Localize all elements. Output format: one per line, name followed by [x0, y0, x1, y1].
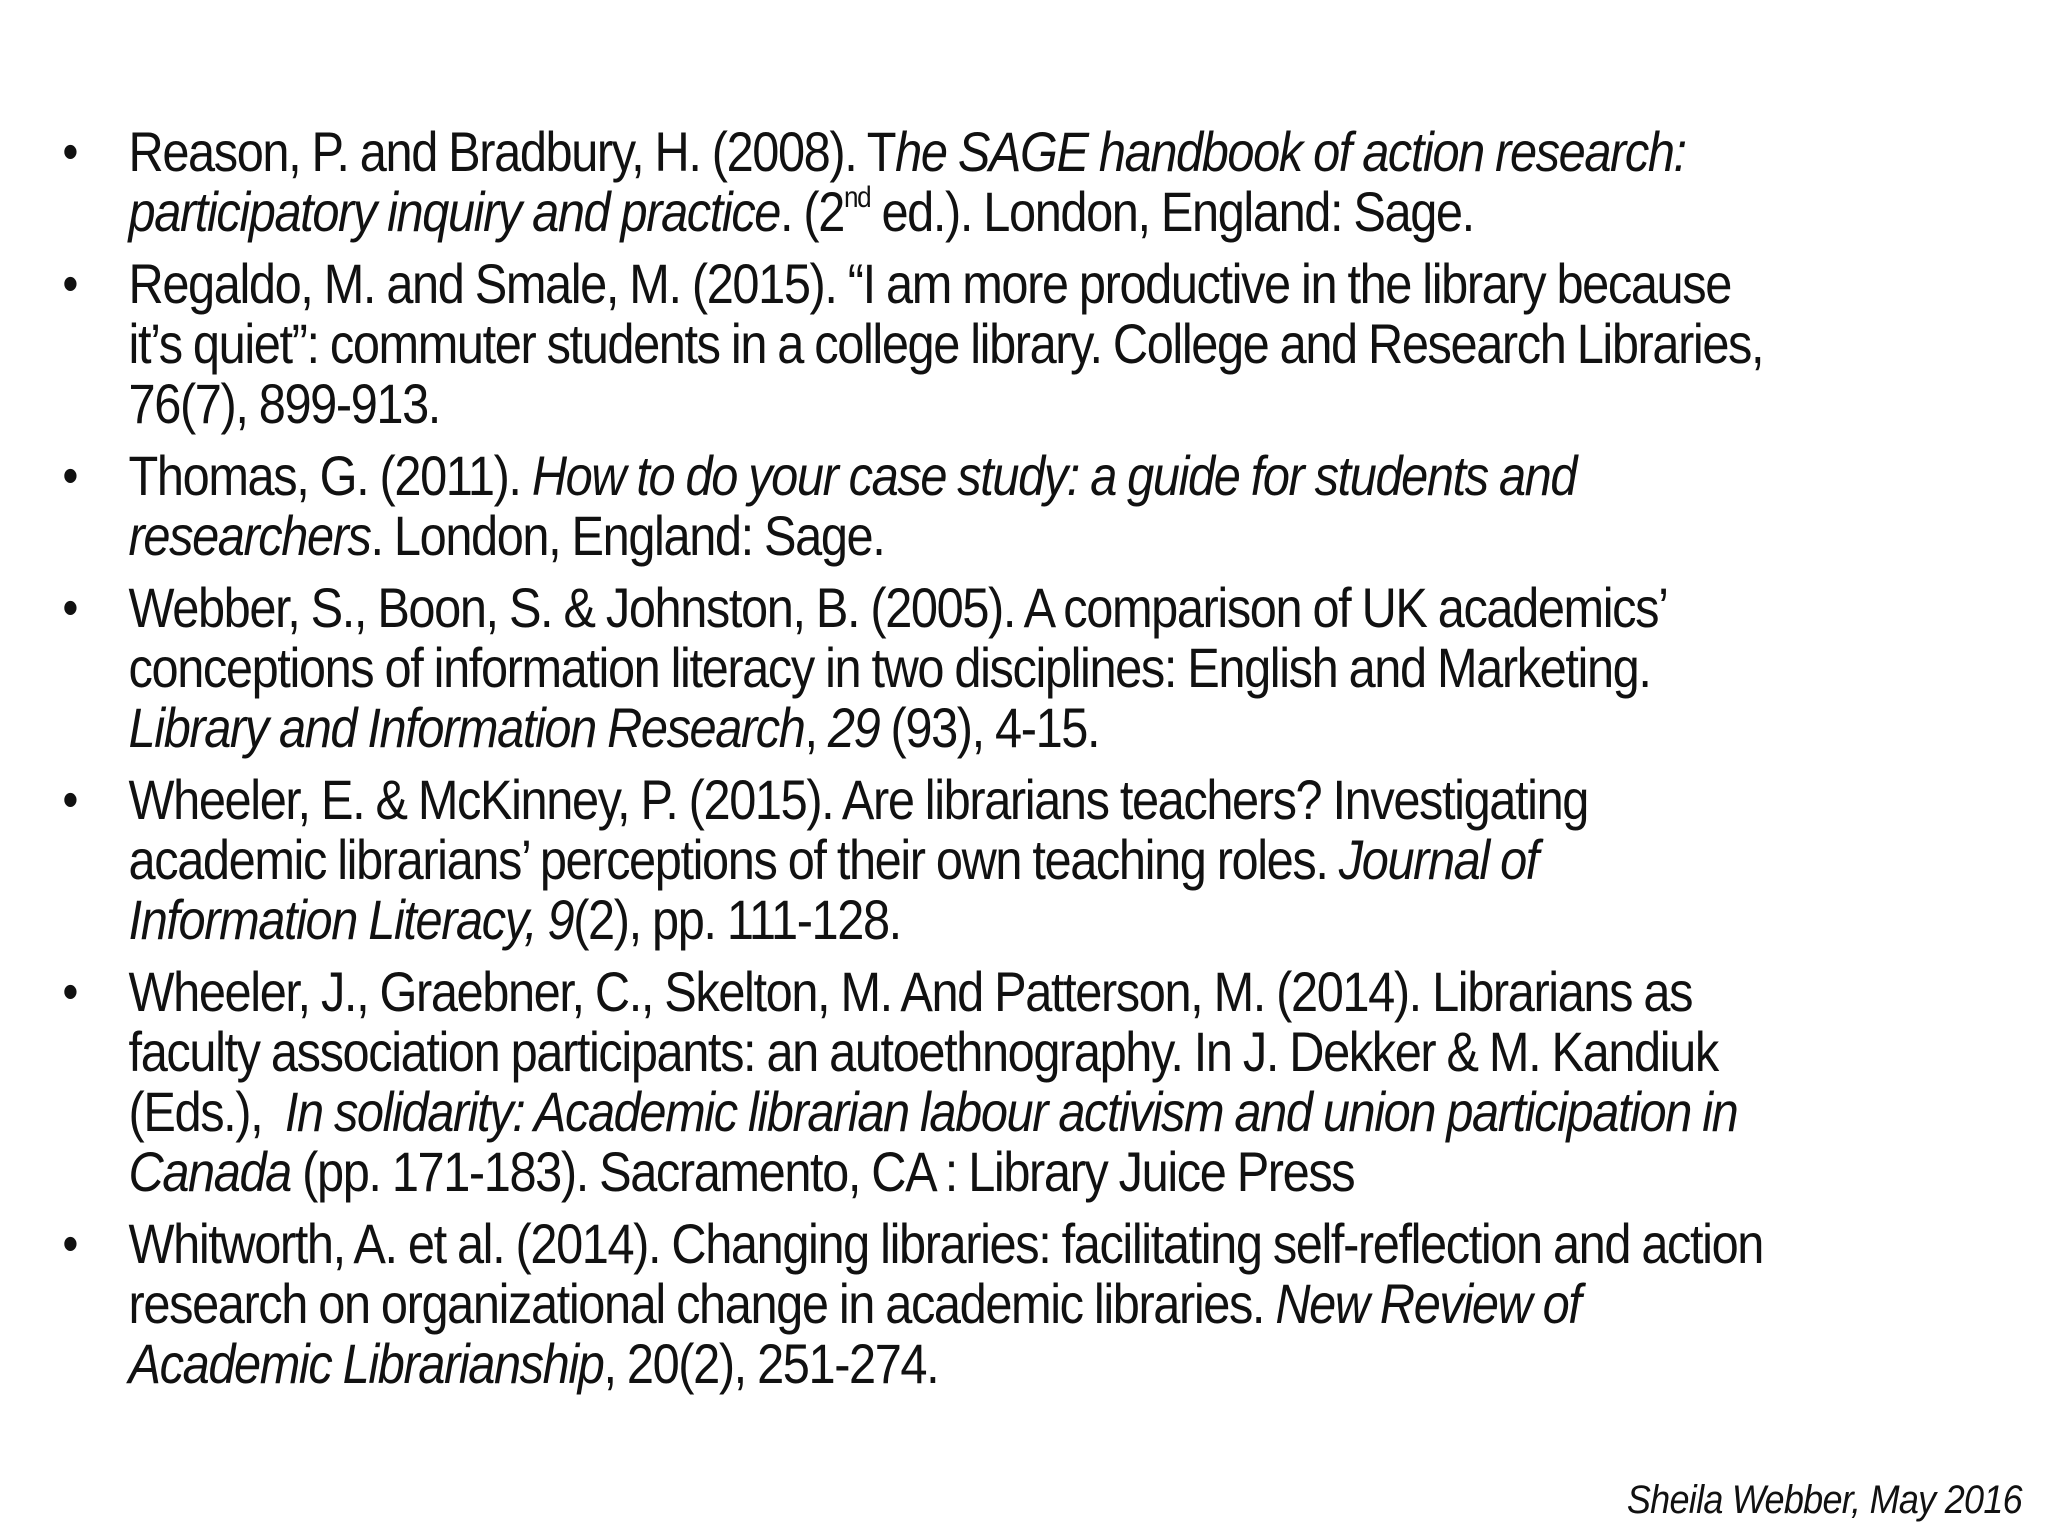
bullet-icon: • [62, 123, 77, 181]
ref-journal-cont: Academic Librarianship [128, 1332, 604, 1395]
ref-title-cont: participatory inquiry and practice [128, 180, 780, 243]
ref-journal: Library and Information Research [128, 696, 805, 759]
ref-superscript: nd [843, 181, 871, 214]
ref-title: he SAGE handbook of action research: [895, 120, 1686, 183]
ref-text: . (2 [779, 180, 844, 243]
reference-item-regaldo [52, 254, 2043, 434]
ref-line: faculty association participants: an autoethnography. In J. Dekker & M. Kandiuk [128, 1020, 1718, 1083]
ref-volume: 29 [827, 696, 880, 759]
ref-title: How to do your case study: a guide for students and [531, 444, 1577, 507]
bullet-icon: • [62, 255, 77, 313]
ref-text: (Eds.), [128, 1080, 285, 1143]
bullet-icon: • [62, 1215, 77, 1273]
ref-line: 76(7), 899-913. [128, 372, 440, 435]
ref-text: , 20(2), 251-274. [603, 1332, 939, 1395]
ref-book-title: In solidarity: Academic librarian labour activism and union participation in [284, 1080, 1738, 1143]
ref-text: research on organizational change in academic libraries. [128, 1272, 1276, 1335]
reference-item-whitworth [52, 1214, 2043, 1394]
ref-text: Reason, P. and Bradbury, H. (2008). T [128, 120, 896, 183]
ref-text: . London, England: Sage. [370, 504, 885, 567]
author-signature: Sheila Webber, May 2016 [1626, 1478, 2022, 1522]
ref-text: academic librarians’ perceptions of their own teaching roles. [128, 828, 1339, 891]
ref-line: Wheeler, J., Graebner, C., Skelton, M. And Patterson, M. (2014). Librarians as [128, 960, 1693, 1023]
reference-item-webber [52, 578, 2043, 758]
ref-line: Whitworth, A. et al. (2014). Changing libraries: facilitating self-reflection and action [128, 1212, 1763, 1275]
ref-line: Webber, S., Boon, S. & Johnston, B. (2005). A comparison of UK academics’ [128, 576, 1668, 639]
ref-journal: New Review of [1275, 1272, 1581, 1335]
ref-line: Regaldo, M. and Smale, M. (2015). “I am more productive in the library because [128, 252, 1731, 315]
ref-text: ed.). London, England: Sage. [870, 180, 1474, 243]
ref-text: (2), pp. 111-128. [573, 888, 901, 951]
ref-text: (93), 4-15. [879, 696, 1100, 759]
bullet-icon: • [62, 771, 77, 829]
bullet-icon: • [62, 579, 77, 637]
reference-item-reason [52, 122, 2043, 242]
ref-title-cont: researchers [128, 504, 371, 567]
bullet-icon: • [62, 963, 77, 1021]
ref-text: , [804, 696, 828, 759]
ref-line: it’s quiet”: commuter students in a college library. College and Research Libraries, [128, 312, 1764, 375]
ref-text: (pp. 171-183). Sacramento, CA : Library Juice Press [290, 1140, 1355, 1203]
ref-text: Thomas, G. (2011). [128, 444, 532, 507]
ref-line: Wheeler, E. & McKinney, P. (2015). Are librarians teachers? Investigating [128, 768, 1588, 831]
reference-item-wheeler-j [52, 962, 2043, 1202]
reference-item-wheeler-e [52, 770, 2043, 950]
ref-journal: Journal of [1338, 828, 1538, 891]
ref-line: conceptions of information literacy in two disciplines: English and Marketing. [128, 636, 1651, 699]
reference-list [52, 122, 2022, 1406]
ref-journal-cont: Information Literacy, 9 [128, 888, 574, 951]
bullet-icon: • [62, 447, 77, 505]
ref-book-title-cont: Canada [128, 1140, 291, 1203]
reference-item-thomas [52, 446, 2043, 566]
